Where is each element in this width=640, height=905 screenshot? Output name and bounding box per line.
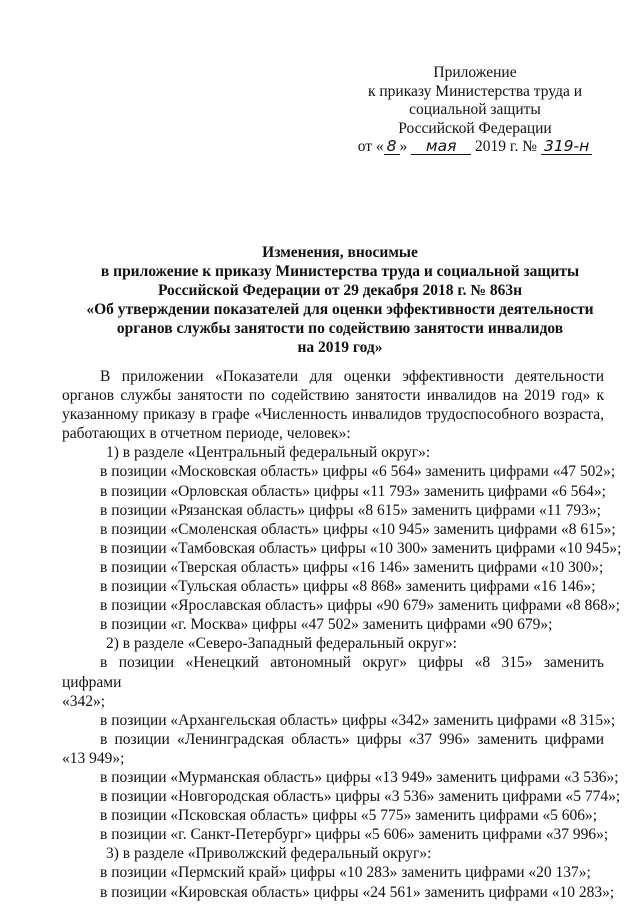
list-item: в позиции «Ярославская область» цифры «90 679» заменить цифрами «8 868»;	[100, 597, 620, 615]
list-item: в позиции «Ненецкий автономный округ» цифры «8 315» заменить цифрами	[62, 654, 604, 691]
date-day: 8	[384, 139, 400, 155]
title-line: Российской Федерации от 29 декабря 2018 г. № 863н	[157, 282, 523, 299]
date-mid: »	[399, 138, 408, 155]
list-item: в позиции «г. Санкт-Петербург» цифры «5 606» заменить цифрами «37 996»;	[100, 826, 609, 844]
list-item: в позиции «Пермский край» цифры «10 283» заменить цифрами «20 137»;	[100, 864, 591, 882]
appendix-line: к приказу Министерства труда и	[367, 82, 583, 100]
title-line: на 2019 год»	[297, 339, 383, 356]
list-item-continuation: «342»;	[62, 692, 106, 710]
section-heading: 1) в разделе «Центральный федеральный округ»:	[106, 444, 431, 462]
list-item: в позиции «Тульская область» цифры «8 868» заменить цифрами «16 146»;	[100, 578, 596, 596]
list-item: в позиции «Ленинградская область» цифры «37 996» заменить цифрами	[100, 730, 604, 748]
list-item: в позиции «Новгородская область» цифры «3 536» заменить цифрами «5 774»;	[100, 788, 621, 806]
list-item: в позиции «Орловская область» цифры «11 793» заменить цифрами «6 564»;	[100, 482, 606, 500]
document-body	[62, 367, 622, 902]
date-prefix: от «	[357, 138, 384, 155]
list-item-continuation: «13 949»;	[62, 749, 125, 767]
order-number: 319-н	[541, 139, 592, 155]
list-item: в позиции «Мурманская область» цифры «13 949» заменить цифрами «3 536»;	[100, 768, 619, 786]
document-title	[60, 243, 620, 357]
list-item: в позиции «Тамбовская область» цифры «10 300» заменить цифрами «10 945»;	[100, 539, 622, 557]
date-month: мая	[411, 139, 471, 155]
title-line: в приложение к приказу Министерства труда и социальной защиты	[100, 263, 580, 280]
title-line: Изменения, вносимые	[262, 244, 418, 261]
title-line: «Об утверждении показателей для оценки эффективности деятельности	[86, 301, 594, 318]
list-item: в позиции «Смоленская область» цифры «10 945» заменить цифрами «8 615»;	[100, 520, 616, 538]
appendix-date-line	[350, 138, 600, 157]
list-item: в позиции «Псковская область» цифры «5 775» заменить цифрами «5 606»;	[100, 807, 598, 825]
list-item: в позиции «Тверская область» цифры «16 146» заменить цифрами «10 300»;	[100, 558, 604, 576]
list-item: в позиции «Архангельская область» цифры «342» заменить цифрами «8 315»;	[100, 711, 616, 729]
section-heading: 3) в разделе «Приволжский федеральный округ»:	[106, 845, 432, 863]
intro-paragraph: В приложении «Показатели для оценки эффективности деятельности органов службы занятости по содействию занятости инвалидов на 2019 год» к указанному приказу в графе «Численность инвалидов трудоспособного возраста, работающих в отчетном периоде, человек»:	[62, 368, 604, 443]
list-item: в позиции «Московская область» цифры «6 564» заменить цифрами «47 502»;	[100, 463, 616, 481]
date-year: 2019 г. №	[475, 138, 538, 155]
appendix-line: Приложение	[433, 64, 517, 81]
list-item: в позиции «г. Москва» цифры «47 502» заменить цифрами «90 679»;	[100, 616, 553, 634]
list-item: в позиции «Кировская область» цифры «24 561» заменить цифрами «10 283»;	[100, 883, 615, 901]
appendix-line: социальной защиты	[409, 101, 541, 118]
section-heading: 2) в разделе «Северо-Западный федеральный округ»:	[106, 635, 457, 653]
appendix-line: Российской Федерации	[398, 119, 552, 137]
appendix-header	[350, 64, 600, 157]
title-line: органов службы занятости по содействию занятости инвалидов	[116, 320, 564, 337]
list-item: в позиции «Рязанская область» цифры «8 615» заменить цифрами «11 793»;	[100, 501, 601, 519]
